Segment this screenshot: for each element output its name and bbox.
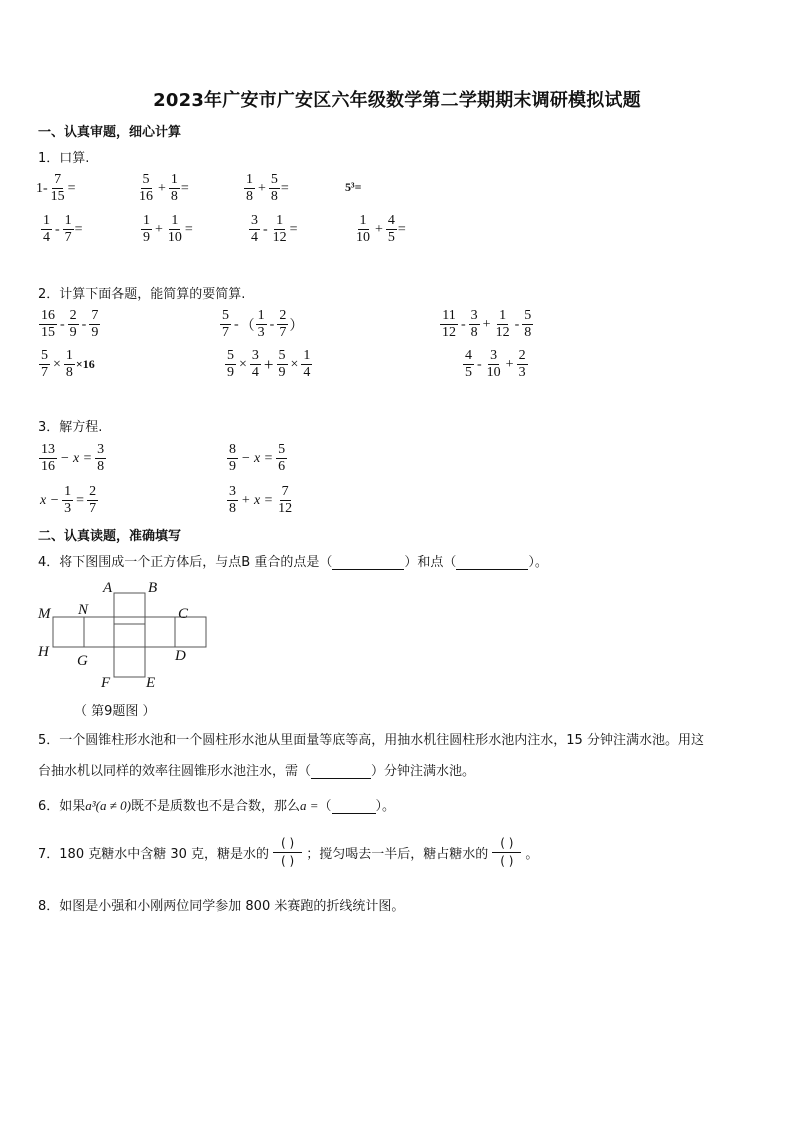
label-N: N	[78, 602, 89, 618]
answer-blank[interactable]	[332, 799, 376, 814]
lead-text: 1-	[36, 180, 48, 196]
label-G: G	[77, 653, 88, 669]
q1-r1-b: $\frac{5}{16}$ + $\frac{1}{8}$ =	[139, 172, 189, 204]
q1-r1-c: $\frac{1}{8}$ + $\frac{5}{8}$ =	[246, 172, 289, 204]
net-square-top	[114, 593, 145, 624]
label-A: A	[103, 580, 113, 596]
q2-expr-5: $\frac{5}{9}$ × $\frac{3}{4}$ + $\frac{5}{9}$ × $\frac{1}{4}$	[227, 348, 311, 380]
q1-r1-d: 5³=	[345, 180, 362, 194]
q1-r2-d: $\frac{1}{10}$ + $\frac{4}{5}$ =	[356, 213, 406, 245]
q1-heading: 1．口算.	[38, 151, 90, 166]
q2-expr-3: $\frac{11}{12}$ - $\frac{3}{8}$ + $\frac{1}{12}$ - $\frac{5}{8}$	[442, 308, 532, 340]
label-E: E	[146, 675, 156, 691]
q2-expr-4: $\frac{5}{7}$ × $\frac{1}{8}$ ×16	[41, 348, 95, 380]
math-expression: a³(a ≠ 0)	[85, 798, 131, 813]
q3-eq-3: x − $\frac{1}{3}$ = $\frac{2}{7}$	[40, 484, 97, 516]
q8-text: 8．如图是小强和小刚两位同学参加 800 米赛跑的折线统计图。	[38, 899, 405, 914]
q3-eq-4: $\frac{3}{8}$ + x = $\frac{7}{12}$	[229, 484, 293, 516]
page-title: 2023年广安市广安区六年级数学第二学期期末调研模拟试题	[153, 90, 641, 111]
answer-blank[interactable]	[311, 764, 371, 779]
answer-fraction-1[interactable]: ( ) ( )	[273, 835, 302, 870]
q2-expr-1: $\frac{16}{15}$ - $\frac{2}{9}$ - $\frac{7}{9}$	[41, 308, 99, 340]
q6-text: 6．如果a³(a ≠ 0)既不是质数也不是合数，那么a =（ ）。	[38, 798, 396, 814]
section-2-heading: 二、认真读题，准确填写	[38, 529, 182, 544]
label-H: H	[38, 644, 49, 660]
equals-sign: =	[67, 180, 76, 196]
label-M: M	[38, 606, 51, 622]
q5-line-1: 5．一个圆锥柱形水池和一个圆柱形水池从里面量等底等高，用抽水机往圆柱形水池内注水，15 分钟注满水池。用这	[38, 733, 704, 748]
label-C: C	[178, 606, 189, 622]
q3-eq-2: $\frac{8}{9}$ − x = $\frac{5}{6}$	[229, 442, 286, 474]
q2-expr-6: $\frac{4}{5}$ - $\frac{3}{10}$ + $\frac{2}{3}$	[465, 348, 526, 380]
q1-r2-a: $\frac{1}{4}$ - $\frac{1}{7}$ =	[43, 213, 83, 245]
q1-r2-b: $\frac{1}{9}$ + $\frac{1}{10}$ =	[143, 213, 193, 245]
label-D: D	[175, 648, 186, 664]
answer-blank-2[interactable]	[456, 555, 528, 570]
q2-heading: 2．计算下面各题，能简算的要简算.	[38, 287, 246, 302]
label-F: F	[101, 675, 111, 691]
q2-expr-2: $\frac{5}{7}$ - （ $\frac{1}{3}$ - $\frac{2}{7}$ ）	[222, 308, 304, 340]
cube-net-figure	[30, 576, 210, 696]
label-B: B	[148, 580, 158, 596]
q1-r1-a	[36, 172, 76, 205]
q7-text: 7．180 克糖水中含糖 30 克，糖是水的 ( ) ( ) ；搅匀喝去一半后，糖占糖水的 ( ) ( ) 。	[38, 836, 539, 868]
q5-line-2: 台抽水机以同样的效率往圆锥形水池注水，需（ ）分钟注满水池。	[38, 764, 476, 779]
section-1-heading: 一、认真审题，细心计算	[38, 125, 182, 140]
q3-heading: 3．解方程.	[38, 420, 103, 435]
q1-r2-c: $\frac{3}{4}$ - $\frac{1}{12}$ =	[251, 213, 298, 245]
answer-blank-1[interactable]	[332, 555, 404, 570]
fraction: $\frac{7}{15}$	[50, 172, 65, 204]
figure-caption: （ 第9题图 ）	[74, 704, 156, 719]
q4-text: 4．将下图围成一个正方体后，与点B 重合的点是（ ）和点（ ）。	[38, 555, 548, 570]
answer-fraction-2[interactable]: ( ) ( )	[492, 835, 521, 870]
q3-eq-1: $\frac{13}{16}$ − x = $\frac{3}{8}$	[41, 442, 105, 474]
net-square-bottom	[114, 647, 145, 677]
